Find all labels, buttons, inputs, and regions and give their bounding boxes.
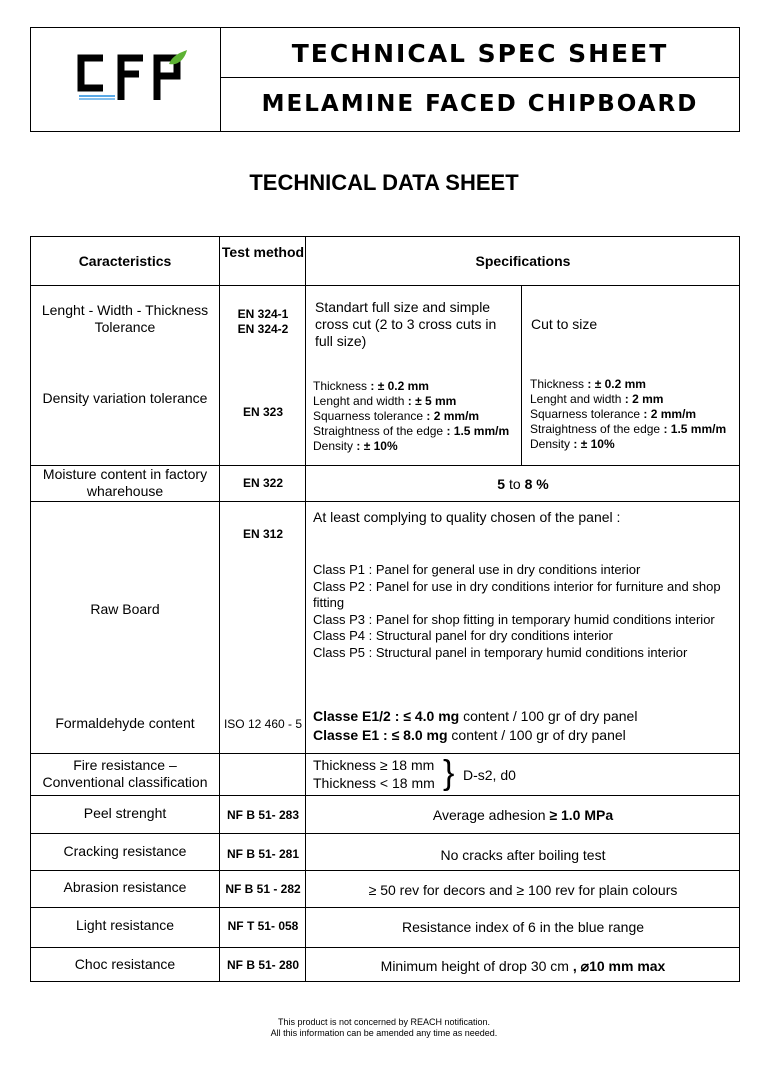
tolerance-method-1: EN 324-1: [237, 307, 289, 321]
density-left-line: Thickness : ± 0.2 mm: [313, 379, 429, 393]
header-specifications: Specifications: [475, 253, 571, 269]
brace-icon: }: [443, 754, 455, 792]
header-test-method: Test method: [221, 244, 305, 260]
light-spec: Resistance index of 6 in the blue range: [401, 919, 645, 935]
tolerance-spec-cut-to-size: Cut to size: [531, 316, 598, 332]
formaldehyde-method: ISO 12 460 - 5: [223, 717, 303, 731]
light-method: NF T 51- 058: [227, 919, 299, 933]
fire-result: D-s2, d0: [463, 767, 516, 783]
density-right-line: Density : ± 10%: [530, 437, 615, 451]
density-right-line: Squarness tolerance : 2 mm/m: [530, 407, 697, 421]
company-logo: [73, 44, 193, 114]
density-right-line: Lenght and width : 2 mm: [530, 392, 664, 406]
cracking-spec: No cracks after boiling test: [440, 847, 606, 863]
peel-method: NF B 51- 283: [226, 808, 300, 822]
density-right-line: Straightness of the edge : 1.5 mm/m: [530, 422, 727, 436]
density-left-line: Lenght and width : ± 5 mm: [313, 394, 457, 408]
moisture-method: EN 322: [242, 476, 284, 490]
formaldehyde-class-e1-2: Classe E1/2 : ≤ 4.0 mg content / 100 gr of dry panel: [313, 708, 638, 724]
document-title: TECHNICAL DATA SHEET: [249, 170, 519, 195]
moisture-spec: 5 to 8 %: [497, 476, 549, 492]
cracking-label: Cracking resistance: [63, 843, 187, 859]
density-method: EN 323: [242, 405, 284, 419]
abrasion-method: NF B 51 - 282: [225, 882, 301, 896]
fire-label: Fire resistance – Conventional classification: [42, 757, 208, 790]
peel-spec: Average adhesion ≥ 1.0 MPa: [432, 807, 614, 823]
light-label: Light resistance: [75, 917, 175, 933]
fire-thickness-1: Thickness ≥ 18 mm: [313, 757, 435, 773]
spec-sheet-title: TECHNICAL SPEC SHEET: [221, 28, 739, 78]
header-box: [30, 27, 740, 132]
product-title: MELAMINE FACED CHIPBOARD: [261, 91, 699, 117]
abrasion-label: Abrasion resistance: [63, 879, 187, 895]
abrasion-spec: ≥ 50 rev for decors and ≥ 100 rev for plain colours: [368, 882, 678, 898]
formaldehyde-label: Formaldehyde content: [55, 715, 195, 731]
header-characteristics: Caracteristics: [78, 253, 172, 269]
density-right-line: Thickness : ± 0.2 mm: [530, 377, 646, 391]
raw-board-method: EN 312: [242, 527, 284, 541]
raw-board-label: Raw Board: [90, 601, 160, 617]
class-item: Class P4 : Structural panel for dry conditions interior: [313, 628, 613, 643]
density-left-line: Squarness tolerance : 2 mm/m: [313, 409, 480, 423]
density-left-line: Straightness of the edge : 1.5 mm/m: [313, 424, 510, 438]
density-spec-left: [313, 379, 521, 454]
class-item: Class P1 : Panel for general use in dry conditions interior: [313, 562, 641, 577]
tolerance-spec-full-size: Standart full size and simple cross cut (2 to 3 cross cuts in full size): [315, 299, 497, 349]
raw-board-intro: At least complying to quality chosen of the panel :: [313, 509, 621, 525]
fire-thickness-2: Thickness < 18 mm: [313, 775, 435, 791]
footer-reach-note: This product is not concerned by REACH notification.: [277, 1017, 491, 1027]
raw-board-classes: [313, 562, 733, 661]
tolerance-method-2: EN 324-2: [237, 322, 289, 336]
logo-cell: [31, 28, 221, 131]
density-left-line: Density : ± 10%: [313, 439, 398, 453]
class-item: Class P5 : Structural panel in temporary humid conditions interior: [313, 644, 688, 660]
choc-label: Choc resistance: [74, 956, 176, 972]
choc-spec: Minimum height of drop 30 cm , ⌀10 mm max: [380, 958, 666, 974]
tolerance-label: Lenght - Width - Thickness Tolerance: [41, 302, 209, 335]
density-label: Density variation tolerance: [42, 390, 208, 406]
cracking-method: NF B 51- 281: [226, 847, 300, 861]
footer-amend-note: All this information can be amended any time as needed.: [270, 1028, 498, 1038]
moisture-label: Moisture content in factory wharehouse: [42, 466, 208, 499]
class-item: Class P3 : Panel for shop fitting in temporary humid conditions interior: [313, 611, 715, 627]
class-item: Class P2 : Panel for use in dry conditions interior for furniture and shop fitting: [313, 578, 721, 610]
choc-method: NF B 51- 280: [226, 958, 300, 972]
technical-data-table: [30, 236, 740, 982]
peel-label: Peel strenght: [83, 805, 167, 821]
formaldehyde-class-e1: Classe E1 : ≤ 8.0 mg content / 100 gr of dry panel: [313, 727, 626, 743]
density-spec-right: [530, 377, 740, 452]
